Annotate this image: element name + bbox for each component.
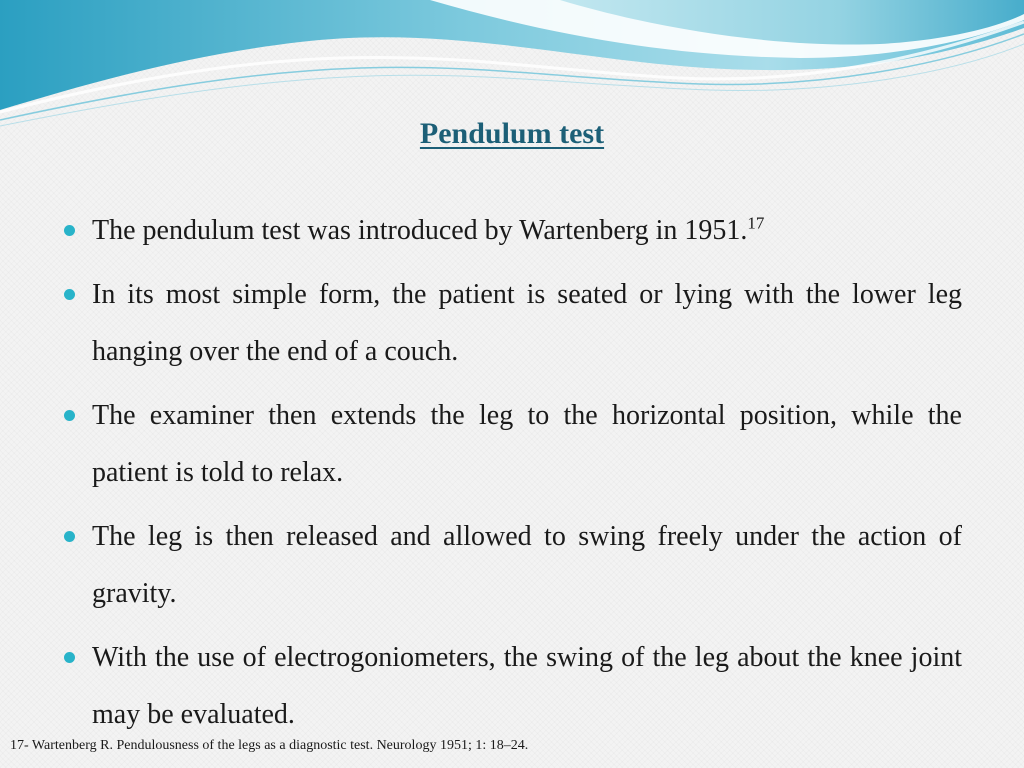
bullet-dot-icon: [64, 652, 75, 663]
footnote-citation: 17- Wartenberg R. Pendulousness of the legs as a diagnostic test. Neurology 1951; 1: 18–24.: [10, 738, 529, 753]
bullet-text-5: With the use of electrogoniometers, the swing of the leg about the knee joint may be evaluated.: [92, 642, 962, 730]
slide-title-text: Pendulum test: [419, 117, 605, 150]
bullet-text-1: The pendulum test was introduced by Wartenberg in 1951.: [92, 215, 748, 246]
bullet-item-1: [60, 202, 962, 259]
bullet-item-3: [60, 387, 962, 501]
bullet-item-4: [60, 508, 962, 622]
bullet-list: [60, 202, 962, 750]
bullet-text-4: The leg is then released and allowed to swing freely under the action of gravity.: [92, 521, 962, 609]
bullet-dot-icon: [64, 289, 75, 300]
bullet-text-2: In its most simple form, the patient is seated or lying with the lower leg hanging over the end of a couch.: [92, 279, 962, 367]
header-wave-decoration: [0, 0, 1024, 130]
bullet-item-2: [60, 266, 962, 380]
bullet-dot-icon: [64, 410, 75, 421]
bullet-text-3: The examiner then extends the leg to the horizontal position, while the patient is told to relax.: [92, 400, 962, 488]
bullet-dot-icon: [64, 531, 75, 542]
citation-superscript: 17: [747, 213, 765, 233]
bullet-dot-icon: [64, 225, 75, 236]
bullet-item-5: [60, 629, 962, 743]
slide-title: [0, 112, 1024, 156]
